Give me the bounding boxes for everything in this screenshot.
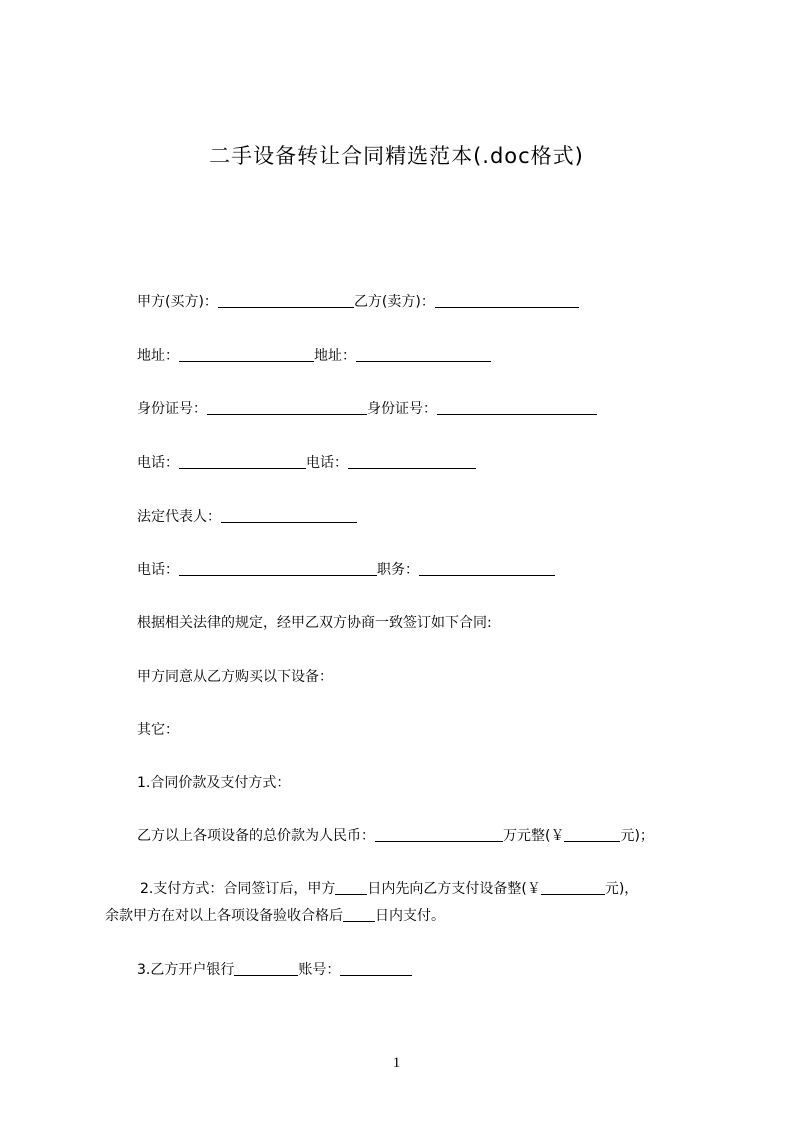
clause1-heading: 1.合同价款及支付方式： — [137, 775, 291, 791]
address-label-b: 地址： — [314, 348, 356, 364]
clause1-text-c: 元)； — [620, 828, 654, 844]
rep-phone-blank[interactable] — [179, 560, 377, 576]
rep-phone-label: 电话： — [137, 562, 179, 578]
first-payment-days-blank[interactable] — [335, 879, 367, 895]
clause1-text-b: 万元整(￥ — [503, 828, 565, 844]
phone-row — [137, 453, 476, 473]
clause2-text-c: 元)， — [604, 881, 639, 897]
total-price-number-blank[interactable] — [564, 826, 620, 842]
address-b-blank[interactable] — [356, 346, 491, 362]
rep-phone-row — [137, 560, 555, 580]
address-label-a: 地址： — [137, 348, 179, 364]
first-payment-amount-blank[interactable] — [541, 879, 605, 895]
phone-label-b: 电话： — [306, 455, 348, 471]
total-price-blank[interactable] — [375, 826, 503, 842]
id-a-blank[interactable] — [207, 399, 367, 415]
party-a-label: 甲方(买方)： — [137, 294, 218, 310]
clause2-text-b: 日内先向乙方支付设备整(￥ — [367, 881, 541, 897]
id-label-a: 身份证号： — [137, 401, 207, 417]
clause2-continuation — [105, 906, 445, 926]
clause2-text-a: 2.支付方式：合同签订后，甲方 — [140, 881, 336, 897]
clause3-text-b: 账号： — [298, 962, 341, 978]
party-b-label: 乙方(卖方)： — [353, 294, 435, 310]
phone-b-blank[interactable] — [348, 453, 476, 469]
document-title: 二手设备转让合同精选范本(.doc格式) — [209, 144, 584, 168]
position-label: 职务： — [377, 562, 419, 578]
party-b-blank[interactable] — [435, 292, 579, 308]
legal-rep-blank[interactable] — [221, 507, 357, 523]
clause2-text — [140, 879, 638, 899]
party-a-blank[interactable] — [218, 292, 354, 308]
page-number: 1 — [392, 1055, 401, 1071]
other-paragraph: 其它： — [137, 722, 179, 738]
agree-paragraph: 甲方同意从乙方购买以下设备： — [137, 669, 333, 685]
intro-paragraph: 根据相关法律的规定，经甲乙双方协商一致签订如下合同: — [137, 615, 492, 631]
clause2-text-e: 日内支付。 — [375, 908, 445, 924]
party-row — [137, 292, 579, 312]
id-b-blank[interactable] — [437, 399, 597, 415]
legal-rep-row — [137, 507, 357, 527]
address-a-blank[interactable] — [179, 346, 314, 362]
id-row — [137, 399, 597, 419]
clause1-text — [137, 826, 654, 846]
account-number-blank[interactable] — [340, 960, 412, 976]
position-blank[interactable] — [419, 560, 555, 576]
clause3-text-a: 3.乙方开户银行 — [137, 962, 235, 978]
address-row — [137, 346, 491, 366]
clause1-text-a: 乙方以上各项设备的总价款为人民币： — [137, 828, 375, 844]
clause2-text-d: 余款甲方在对以上各项设备验收合格后 — [105, 908, 343, 924]
balance-days-blank[interactable] — [343, 906, 375, 922]
phone-label-a: 电话： — [137, 455, 179, 471]
phone-a-blank[interactable] — [179, 453, 306, 469]
clause3-text — [137, 960, 412, 980]
legal-rep-label: 法定代表人： — [137, 509, 221, 525]
bank-name-blank[interactable] — [234, 960, 298, 976]
id-label-b: 身份证号： — [367, 401, 437, 417]
